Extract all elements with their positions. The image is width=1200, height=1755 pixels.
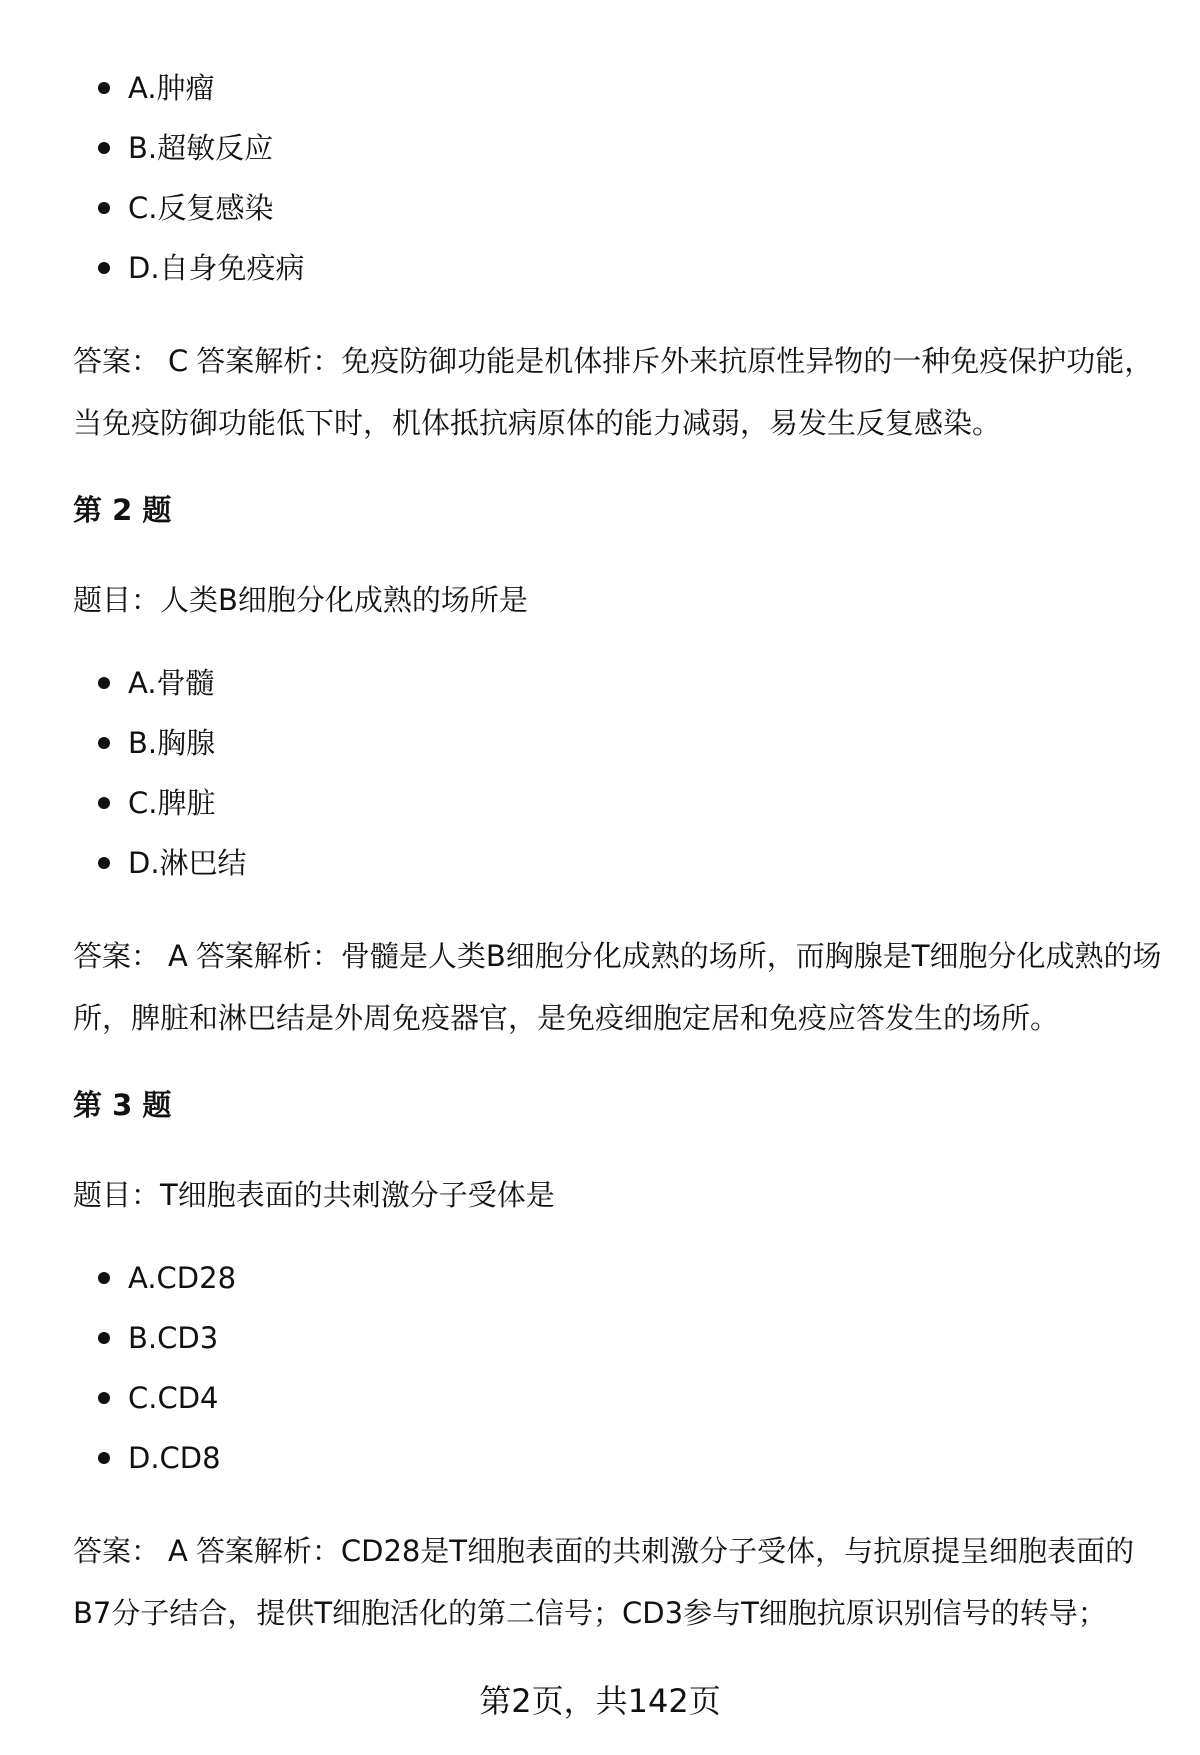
list-item bbox=[0, 713, 247, 773]
bullet-icon bbox=[98, 262, 110, 274]
list-item bbox=[0, 1308, 236, 1368]
option-text: A.CD28 bbox=[128, 1261, 237, 1295]
q1-options-list bbox=[0, 58, 305, 298]
option-text: C.脾脏 bbox=[128, 786, 216, 820]
bullet-icon bbox=[98, 1452, 110, 1464]
answer-value: A bbox=[168, 1534, 188, 1568]
q2-question bbox=[73, 578, 528, 619]
bullet-icon bbox=[98, 797, 110, 809]
page-number-footer: 第2页，共142页 bbox=[479, 1682, 721, 1720]
list-item bbox=[0, 773, 247, 833]
list-item bbox=[0, 58, 305, 118]
option-text: C.反复感染 bbox=[128, 191, 274, 225]
bullet-icon bbox=[98, 1332, 110, 1344]
q3-answer-paragraph bbox=[73, 1520, 1163, 1644]
list-item bbox=[0, 1428, 236, 1488]
question-label: 题目： bbox=[73, 1178, 161, 1212]
list-item bbox=[0, 178, 305, 238]
list-item bbox=[0, 238, 305, 298]
bullet-icon bbox=[98, 142, 110, 154]
answer-label: 答案： bbox=[73, 1534, 161, 1568]
q2-options-list bbox=[0, 653, 247, 893]
answer-label: 答案： bbox=[73, 344, 161, 378]
question-label: 题目： bbox=[73, 583, 161, 617]
q3-question bbox=[73, 1173, 555, 1214]
option-text: C.CD4 bbox=[128, 1381, 219, 1415]
bullet-icon bbox=[98, 737, 110, 749]
explanation-label: 答案解析： bbox=[195, 939, 341, 973]
explanation-text: 免疫防御功能是机体排斥外来抗原性异物的一种免疫保护功能，当免疫防御功能低下时，机体抵抗病原体的能力减弱，易发生反复感染。 bbox=[73, 344, 1154, 440]
bullet-icon bbox=[98, 1272, 110, 1284]
option-text: B.CD3 bbox=[128, 1321, 219, 1355]
answer-value: A bbox=[168, 939, 188, 973]
question-text: 人类B细胞分化成熟的场所是 bbox=[160, 583, 528, 617]
q3-options-list bbox=[0, 1248, 236, 1488]
list-item bbox=[0, 1248, 236, 1308]
answer-value: C bbox=[168, 344, 189, 378]
list-item bbox=[0, 833, 247, 893]
explanation-label: 答案解析： bbox=[196, 344, 342, 378]
q3-heading: 第 3 题 bbox=[73, 1088, 172, 1122]
q1-answer-paragraph bbox=[73, 330, 1163, 454]
option-text: A.肿瘤 bbox=[128, 71, 215, 105]
answer-label: 答案： bbox=[73, 939, 161, 973]
bullet-icon bbox=[98, 1392, 110, 1404]
q2-answer-paragraph bbox=[73, 925, 1163, 1049]
option-text: B.胸腺 bbox=[128, 726, 216, 760]
q2-heading: 第 2 题 bbox=[73, 493, 172, 527]
bullet-icon bbox=[98, 82, 110, 94]
question-text: T细胞表面的共刺激分子受体是 bbox=[160, 1178, 555, 1212]
list-item bbox=[0, 118, 305, 178]
option-text: A.骨髓 bbox=[128, 666, 215, 700]
explanation-text: CD28是T细胞表面的共刺激分子受体，与抗原提呈细胞表面的B7分子结合，提供T细胞活化的第二信号；CD3参与T细胞抗原识别信号的转导； bbox=[73, 1534, 1135, 1630]
explanation-text: 骨髓是人类B细胞分化成熟的场所，而胸腺是T细胞分化成熟的场所，脾脏和淋巴结是外周免疫器官，是免疫细胞定居和免疫应答发生的场所。 bbox=[73, 939, 1162, 1035]
list-item bbox=[0, 653, 247, 713]
option-text: D.淋巴结 bbox=[128, 846, 247, 880]
option-text: B.超敏反应 bbox=[128, 131, 274, 165]
bullet-icon bbox=[98, 202, 110, 214]
list-item bbox=[0, 1368, 236, 1428]
bullet-icon bbox=[98, 857, 110, 869]
option-text: D.自身免疫病 bbox=[128, 251, 305, 285]
bullet-icon bbox=[98, 677, 110, 689]
option-text: D.CD8 bbox=[128, 1441, 221, 1475]
explanation-label: 答案解析： bbox=[195, 1534, 341, 1568]
